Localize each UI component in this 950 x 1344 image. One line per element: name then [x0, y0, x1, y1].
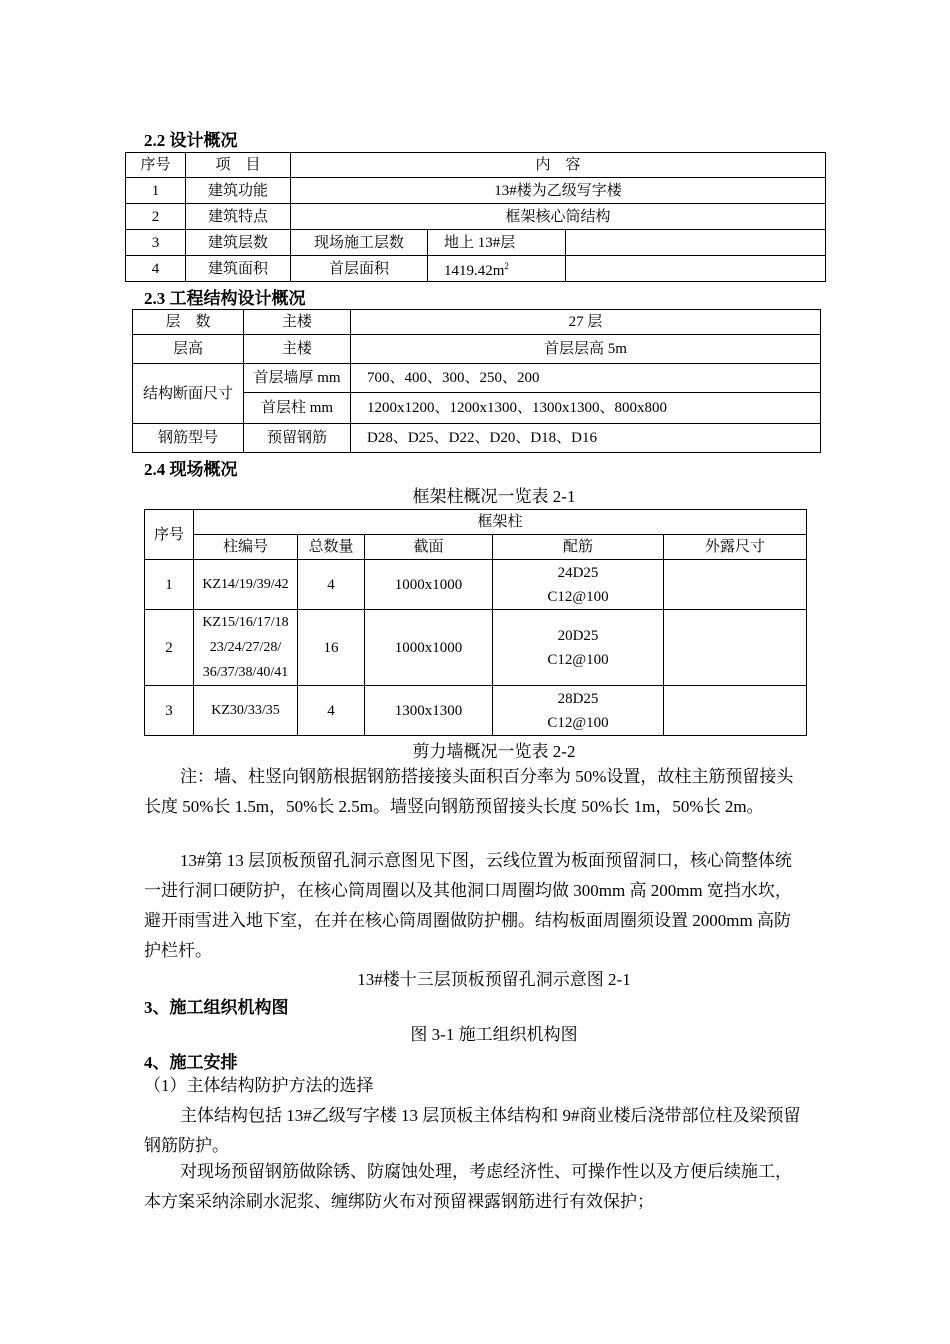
cell-b: 主楼 [244, 310, 351, 335]
rebar-main: 28D25 [557, 690, 599, 707]
table-row [145, 686, 807, 736]
hole-paragraph: 13#第 13 层顶板预留孔洞示意图见下图，云线位置为板面预留洞口，核心筒整体统一进行洞口硬防护，在核心筒周圈以及其他洞口周圈均做 300mm 高 200mm 宽挡水坎，避开雨雪进入地下室，在并在核心筒周圈做防护棚。结构板面周圈须设置 2000mm 高防护栏杆。 [144, 851, 792, 960]
frame-column-table [144, 509, 807, 736]
row-no: 4 [126, 256, 186, 282]
cell-b: 预留钢筋 [244, 424, 351, 453]
row-exposed [664, 560, 807, 610]
row-qty: 4 [298, 686, 365, 736]
structure-design-table [132, 309, 821, 453]
row-rebar [493, 686, 664, 736]
cell-a: 钢筋型号 [133, 424, 244, 453]
column-id-line: KZ15/16/17/18 [202, 615, 289, 630]
row-c3 [566, 230, 826, 256]
column-id-line: KZ30/33/35 [211, 702, 280, 718]
cell-c: D28、D25、D22、D20、D18、D16 [351, 424, 821, 453]
row-item: 建筑层数 [186, 230, 291, 256]
scope-paragraph: 主体结构包括 13#乙级写字楼 13 层顶板主体结构和 9#商业楼后浇带部位柱及梁预留钢筋防护。 [144, 1106, 801, 1155]
column-id-line: 36/37/38/40/41 [202, 665, 289, 680]
row-rebar [493, 560, 664, 610]
area-unit-sup: 2 [504, 261, 509, 271]
column-id-line: KZ14/19/39/42 [202, 576, 289, 592]
section-4-heading: 4、施工安排 [144, 1053, 238, 1072]
figure-caption-3-1: 图 3-1 施工组织机构图 [410, 1025, 578, 1044]
rebar-main: 24D25 [557, 564, 599, 581]
header-rebar: 配筋 [493, 535, 664, 560]
cell-c: 首层层高 5m [351, 335, 821, 364]
header-item: 项 目 [186, 153, 291, 178]
row-c2 [428, 256, 566, 282]
column-id [194, 610, 298, 686]
table-row [145, 560, 807, 610]
cell-a: 层 数 [133, 310, 244, 335]
row-no: 2 [126, 204, 186, 230]
row-no: 2 [145, 610, 194, 686]
row-content: 13#楼为乙级写字楼 [291, 178, 826, 204]
row-section: 1000x1000 [365, 610, 493, 686]
rebar-stirrup: C12@100 [547, 588, 609, 605]
row-c1: 现场施工层数 [291, 230, 428, 256]
subheading-1: （1）主体结构防护方法的选择 [144, 1076, 374, 1095]
row-exposed [664, 686, 807, 736]
column-id [194, 560, 298, 610]
cell-a: 层高 [133, 335, 244, 364]
rebar-main: 20D25 [557, 627, 599, 644]
figure-caption: 13#楼十三层顶板预留孔洞示意图 2-1 [357, 970, 631, 989]
cell-c: 27 层 [351, 310, 821, 335]
cell-a: 结构断面尺寸 [133, 364, 244, 424]
row-no: 3 [145, 686, 194, 736]
column-id [194, 686, 298, 736]
section-2-3-heading: 2.3 工程结构设计概况 [144, 289, 306, 308]
header-no: 序号 [145, 510, 194, 560]
header-content: 内 容 [291, 153, 826, 178]
row-qty: 16 [298, 610, 365, 686]
row-c3 [566, 256, 826, 282]
row-no: 1 [126, 178, 186, 204]
row-section: 1300x1300 [365, 686, 493, 736]
rebar-stirrup: C12@100 [547, 714, 609, 731]
section-2-4-heading: 2.4 现场概况 [144, 460, 238, 479]
cell-c: 1200x1200、1200x1300、1300x1300、800x800 [351, 393, 821, 424]
note-paragraph: 注：墙、柱竖向钢筋根据钢筋搭接接头面积百分率为 50%设置，故柱主筋预留接头长度 50%长 1.5m，50%长 2.5m。墙竖向钢筋预留接头长度 50%长 1m，50%长 2m。 [144, 767, 794, 816]
row-qty: 4 [298, 560, 365, 610]
header-group: 框架柱 [194, 510, 807, 535]
area-value: 1419.42m [444, 263, 505, 279]
row-rebar [493, 610, 664, 686]
row-content: 框架核心筒结构 [291, 204, 826, 230]
header-exposed: 外露尺寸 [664, 535, 807, 560]
row-section: 1000x1000 [365, 560, 493, 610]
header-qty: 总数量 [298, 535, 365, 560]
rebar-stirrup: C12@100 [547, 651, 609, 668]
section-3-heading: 3、施工组织机构图 [144, 998, 289, 1017]
row-exposed [664, 610, 807, 686]
column-id-line: 23/24/27/28/ [209, 640, 282, 655]
row-no: 3 [126, 230, 186, 256]
header-col-id: 柱编号 [194, 535, 298, 560]
header-section: 截面 [365, 535, 493, 560]
table-caption: 框架柱概况一览表 2-1 [412, 487, 576, 506]
cell-b: 首层柱 mm [244, 393, 351, 424]
cell-c: 700、400、300、250、200 [351, 364, 821, 393]
row-item: 建筑功能 [186, 178, 291, 204]
row-item: 建筑特点 [186, 204, 291, 230]
table-row [145, 610, 807, 686]
section-2-2-heading: 2.2 设计概况 [144, 131, 238, 150]
method-paragraph: 对现场预留钢筋做除锈、防腐蚀处理，考虑经济性、可操作性以及方便后续施工，本方案采纳涂刷水泥浆、缠绑防火布对预留裸露钢筋进行有效保护； [144, 1162, 792, 1211]
cell-b: 主楼 [244, 335, 351, 364]
cell-b: 首层墙厚 mm [244, 364, 351, 393]
table-caption-2: 剪力墙概况一览表 2-2 [412, 742, 576, 761]
row-no: 1 [145, 560, 194, 610]
row-item: 建筑面积 [186, 256, 291, 282]
design-overview-table [125, 152, 826, 282]
row-c1: 首层面积 [291, 256, 428, 282]
row-c2: 地上 13#层 [428, 230, 566, 256]
header-no: 序号 [126, 153, 186, 178]
